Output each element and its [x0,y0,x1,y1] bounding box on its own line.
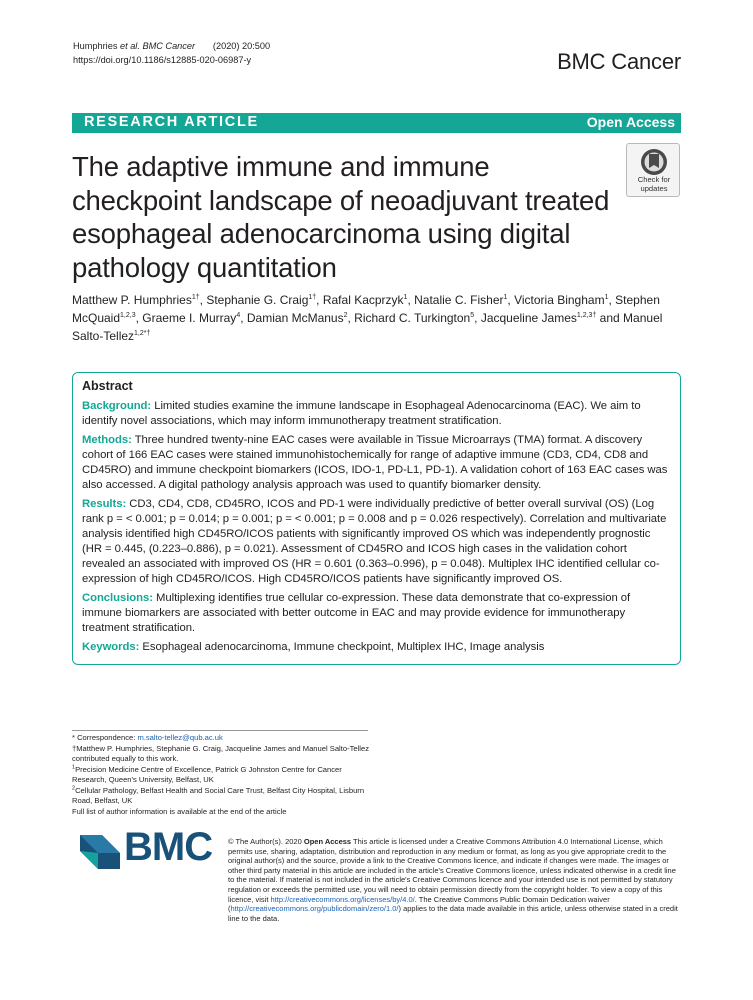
author-name[interactable]: Matthew P. Humphries$^{1\dagger}$ [72,293,200,307]
cc-zero-link[interactable]: http://creativecommons.org/publicdomain/zero/1.0/ [230,904,399,914]
author-name[interactable]: Stephanie G. Craig$^{1\dagger}$ [206,293,317,307]
author-name[interactable]: Graeme I. Murray$^4$ [142,311,241,325]
check-updates-text: Check for updates [637,175,671,193]
abstract-keywords: Keywords: Esophageal adenocarcinoma, Immune checkpoint, Multiplex IHC, Image analysis [82,641,545,653]
footnote-divider [72,730,368,731]
abstract-heading: Abstract [82,379,133,393]
affiliation-1: $^1$Precision Medicine Centre of Excellence, Patrick G Johnston Centre for Cancer Research, Queen's University, Belfast, UK [72,763,342,784]
bmc-logo-text: BMC [124,825,213,869]
abstract-background: Background: Limited studies examine the immune landscape in Esophageal Adenocarcinoma (EAC). We aim to identify novel associations, which may inform immunotherapy treatment stratification. [82,400,641,427]
footnotes [72,733,372,817]
full-author-info-note: Full list of author information is available at the end of the article [72,806,287,816]
doi-link[interactable]: https://doi.org/10.1186/s12885-020-06987-y [73,55,252,65]
check-updates-icon [640,148,668,176]
author-list: Matthew P. Humphries$^{1\dagger}$, Stephanie G. Craig$^{1\dagger}$, Rafal Kacprzyk$^1$, Natalie C. Fisher$^1$, Victoria Bingham$^1$, Stephen McQuaid$^{1,2,3}$, Graeme I. Murray$^4$, Damian McManus$^2$, Richard C. Turkington$^5$, Jacqueline James$^{1,2,3\dagger}$ and Manuel Salto-Tellez$^{1,2*\dagger}$ [72,293,663,343]
citation-header [73,39,270,67]
journal-name: BMC Cancer [557,49,681,74]
correspondence: * Correspondence: m.salto-tellez@qub.ac.uk [72,733,223,742]
bmc-logo [80,825,215,869]
abstract-box [72,372,681,665]
article-type-banner [72,113,681,133]
author-name[interactable]: Natalie C. Fisher$^1$ [414,293,508,307]
author-name[interactable]: Rafal Kacprzyk$^1$ [322,293,408,307]
cc-by-license-link[interactable]: http://creativecommons.org/licenses/by/4.0/ [270,894,415,904]
abstract-conclusions: Conclusions: Multiplexing identifies true cellular co-expression. These data demonstrate that co-expression of immune biomarkers are associated with better outcome in EAC and may provide evidence for immunotherapy treatment stratification. [82,592,631,634]
correspondence-email-link[interactable]: m.salto-tellez@qub.ac.uk [137,733,223,742]
author-name[interactable]: Stephen McQuaid$^{1,2,3}$ [72,293,660,325]
equal-contribution-note: †Matthew P. Humphries, Stephanie G. Craig, Jacqueline James and Manuel Salto-Tellez contributed equally to this work. [72,743,370,763]
author-name[interactable]: Richard C. Turkington$^5$ [354,311,475,325]
author-name[interactable]: Jacqueline James$^{1,2,3\dagger}$ [480,311,597,325]
abstract-methods: Methods: Three hundred twenty-nine EAC cases were available in Tissue Microarrays (TMA) format. A discovery cohort of 166 EAC cases were stained immunohistochemically for range of adaptive immune (CD3, CD4, CD8 and CD45RO) and immune checkpoint biomarkers (ICOS, IDO-1, PD-L1, PD-1). A validation cohort of 163 EAC cases was also accessed. A digital pathology analysis approach was used to quantify biomarker density. [82,434,668,491]
citation-line: Humphries et al. BMC Cancer (2020) 20:500 [73,41,271,51]
article-type-label: RESEARCH ARTICLE [84,114,259,130]
author-name[interactable]: Victoria Bingham$^1$ [514,293,609,307]
license-text: © The Author(s). 2020 Open Access This article is licensed under a Creative Commons Attribution 4.0 International License, which permits use, sharing, adaptation, distribution and reproduction in any medium or format, as long as you give appropriate credit to the original author(s) and the source, provide a link to the Creative Commons licence, and indicate if changes were made. The images or other third party material in this article are included in the article's Creative Commons licence, unless indicated otherwise in a credit line to the material. If material is not included in the article's Creative Commons licence and your intended use is not permitted by statutory regulation or exceeds the permitted use, you will need to obtain permission directly from the copyright holder. To view a copy of this licence, visit http://creativecommons.org/licenses/by/4.0/. The Creative Commons Public Domain Dedication waiver (http://creativecommons.org/publicdomain/zero/1.0/) applies to the data made available in this article, unless otherwise stated in a credit line to the data. [228,837,678,923]
affiliation-2: $^2$Cellular Pathology, Belfast Health and Social Care Trust, Belfast City Hospital, Lisburn Road, Belfast, UK [72,784,365,805]
check-for-updates-button[interactable] [626,143,680,197]
author-name[interactable]: Manuel Salto-Tellez$^{1,2*\dagger}$ [72,311,663,343]
author-name[interactable]: Damian McManus$^2$ [246,311,348,325]
article-title: The adaptive immune and immune checkpoint landscape of neoadjuvant treated esophageal adenocarcinoma using digital pathology quantitation [72,151,610,283]
open-access-label: Open Access [586,114,675,130]
bmc-logo-icon [80,829,120,869]
abstract-results: Results: CD3, CD4, CD8, CD45RO, ICOS and PD-1 were individually predictive of better overall survival (OS) (Log rank p = < 0.001; p = 0.014; p = 0.001; p = < 0.001; p = 0.008 and p = 0.026 respectively). Correlation and multivariate analysis identified high CD45RO/ICOS patients with significantly improved OS which was independently prognostic (HR = 0.445, (0.223–0.886), p = 0.021). Assessment of CD45RO and ICOS high cases in the validation cohort revealed an associated with improved OS (HR = 0.601 (0.363–0.996), p = 0.048). Multiplex IHC identified cellular co-expression of high CD45RO/ICOS. High CD45RO/ICOS patients have significantly improved OS. [82,498,667,585]
